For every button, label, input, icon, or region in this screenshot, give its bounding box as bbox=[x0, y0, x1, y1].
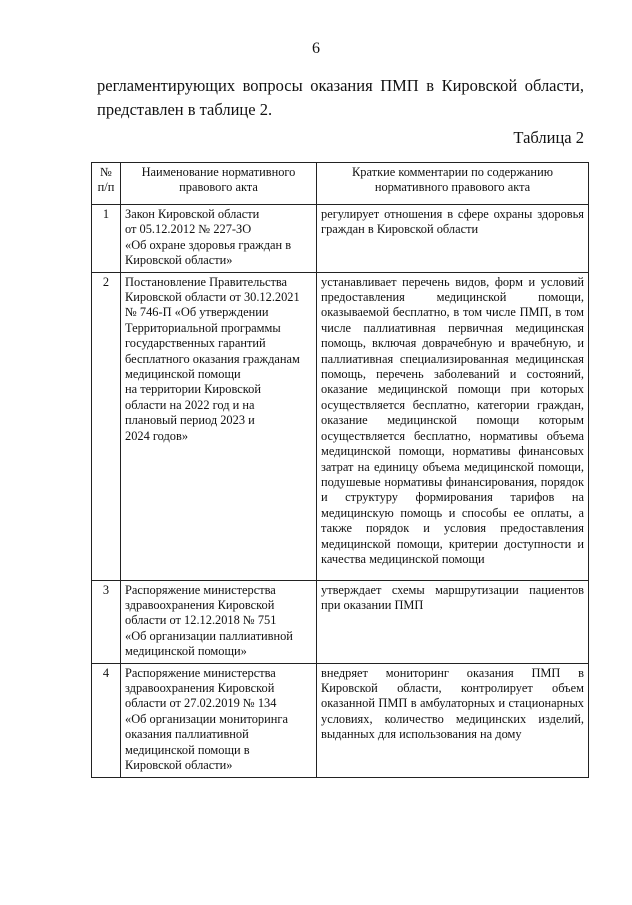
row-number: 1 bbox=[92, 205, 121, 273]
row-number: 4 bbox=[92, 663, 121, 777]
regulatory-acts-table bbox=[91, 162, 589, 778]
intro-text-line-2: представлен в таблице 2. bbox=[97, 100, 273, 119]
act-name: Постановление Правительства Кировской области от 30.12.2021 № 746-П «Об утверждении Территориальной программы государственных гарантий бесплатного оказания гражданам медицинской помощи на территории Кировской области на 2022 год и на плановый период 2023 и 2024 годов» bbox=[121, 272, 317, 580]
act-comment: устанавливает перечень видов, форм и условий предоставления медицинской помощи, оказываемой бесплатно, в том числе ПМП, в том числе паллиативная первичная медицинская помощь, включая доврачебную и врачебную, и паллиативная специализированная медицинская помощь, перечень заболеваний и состояний, оказание медицинской помощи при которых осуществляется бесплатно, категории граждан, оказание медицинской помощи которым осуществляется бесплатно, нормативы объема медицинской помощи, нормативы финансовых затрат на единицу объема медицинской помощи, подушевые нормативы финансирования, порядок и структуру формирования тарифов на медицинскую помощь и способы ее оплаты, а также порядок и условия предоставления медицинской помощи, критерии доступности и качества медицинской помощи bbox=[317, 272, 589, 580]
table-row bbox=[92, 580, 589, 663]
header-comment: Краткие комментарии по содержанию нормативного правового акта bbox=[317, 163, 589, 205]
act-name: Закон Кировской области от 05.12.2012 № 227-ЗО «Об охране здоровья граждан в Кировской области» bbox=[121, 205, 317, 273]
header-name: Наименование нормативного правового акта bbox=[121, 163, 317, 205]
table-caption: Таблица 2 bbox=[513, 128, 584, 147]
row-number: 3 bbox=[92, 580, 121, 663]
table-row bbox=[92, 663, 589, 777]
table-header-row bbox=[92, 163, 589, 205]
act-name: Распоряжение министерства здравоохранения Кировской области от 27.02.2019 № 134 «Об организации мониторинга оказания паллиативной медицинской помощи в Кировской области» bbox=[121, 663, 317, 777]
table-row bbox=[92, 272, 589, 580]
table-row bbox=[92, 205, 589, 273]
act-name: Распоряжение министерства здравоохранения Кировской области от 12.12.2018 № 751 «Об организации паллиативной медицинской помощи» bbox=[121, 580, 317, 663]
act-comment: внедряет мониторинг оказания ПМП в Кировской области, контролирует объем оказанной ПМП в амбулаторных и стационарных условиях, количество медицинских изделий, выданных для использования на дому bbox=[317, 663, 589, 777]
header-num: № п/п bbox=[92, 163, 121, 205]
intro-text-line-1: регламентирующих вопросы оказания ПМП в Кировской области, bbox=[97, 76, 584, 95]
page-number: 6 bbox=[312, 40, 320, 57]
act-comment: утверждает схемы маршрутизации пациентов при оказании ПМП bbox=[317, 580, 589, 663]
row-number: 2 bbox=[92, 272, 121, 580]
act-comment: регулирует отношения в сфере охраны здоровья граждан в Кировской области bbox=[317, 205, 589, 273]
